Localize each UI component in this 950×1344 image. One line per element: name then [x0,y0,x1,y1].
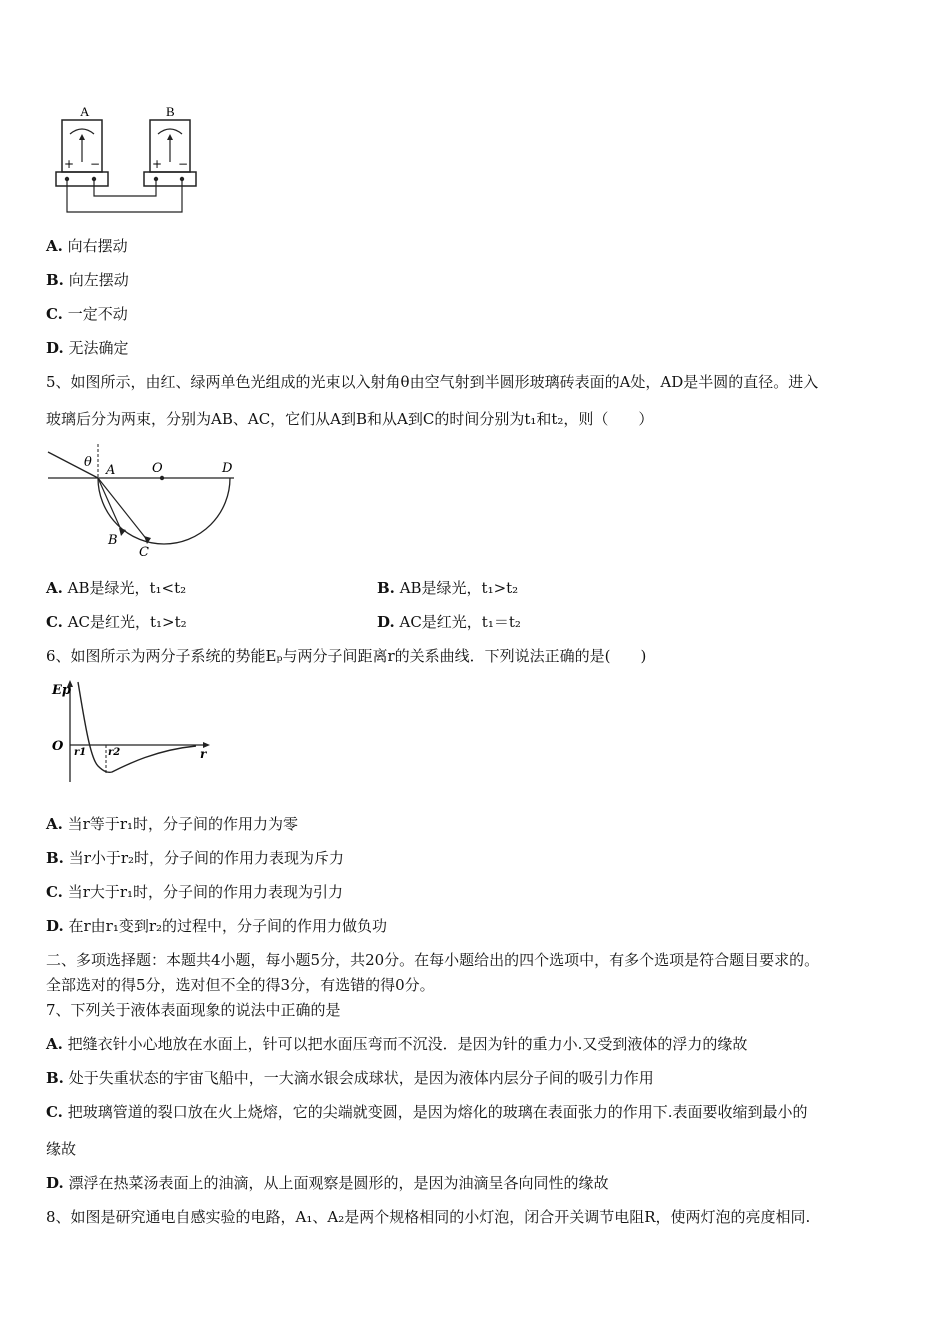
svg-text:O: O [152,461,163,476]
meters-diagram [50,100,210,218]
q4-option-a[interactable]: A. 向右摆动 [46,237,128,255]
semicircle-diagram [44,440,244,562]
section2-header-line1: 二、多项选择题：本题共4小题，每小题5分，共20分。在每小题给出的四个选项中，有多个选项是符合题目要求的。 [46,951,820,969]
svg-text:−: − [90,157,101,171]
svg-text:Ep: Ep [52,683,71,698]
q6-stem: 6、如图所示为两分子系统的势能Eₚ与两分子间距离r的关系曲线．下列说法正确的是( ) [46,647,647,665]
q7-option-b[interactable]: B. 处于失重状态的宇宙飞船中，一大滴水银会成球状，是因为液体内层分子间的吸引力作用 [46,1069,654,1087]
meter-b-label: B [166,104,175,119]
q7-stem: 7、下列关于液体表面现象的说法中正确的是 [46,1001,341,1019]
q7-option-d[interactable]: D. 漂浮在热菜汤表面上的油滴，从上面观察是圆形的，是因为油滴呈各向同性的缘故 [46,1174,609,1192]
q4-option-b[interactable]: B. 向左摆动 [46,271,129,289]
svg-text:+: + [64,157,75,171]
q8-stem: 8、如图是研究通电自感实验的电路，A₁、A₂是两个规格相同的小灯泡，闭合开关调节电阻R，使两灯泡的亮度相同. [46,1208,811,1226]
svg-text:B: B [108,533,118,548]
q5-stem-line1: 5、如图所示，由红、绿两单色光组成的光束以入射角θ由空气射到半圆形玻璃砖表面的A处，AD是半圆的直径。进入 [46,373,819,391]
q7-option-c-continued: 缘故 [46,1140,77,1158]
svg-text:−: − [178,157,189,171]
svg-text:r: r [200,747,207,761]
q6-option-a[interactable]: A. 当r等于r₁时，分子间的作用力为零 [46,815,299,833]
q5-option-c[interactable]: C. AC是红光，t₁>t₂ [46,613,187,631]
q5-stem-line2: 玻璃后分为两束，分别为AB、AC，它们从A到B和从A到C的时间分别为t₁和t₂，则（ ） [46,410,654,428]
svg-text:C: C [139,545,149,560]
svg-text:A: A [106,463,116,478]
q5-option-b[interactable]: B. AB是绿光，t₁>t₂ [377,579,519,597]
q5-option-d[interactable]: D. AC是红光，t₁＝t₂ [377,613,521,631]
q6-option-d[interactable]: D. 在r由r₁变到r₂的过程中，分子间的作用力做负功 [46,917,388,935]
q6-option-b[interactable]: B. 当r小于r₂时，分子间的作用力表现为斥力 [46,849,345,867]
q4-option-d[interactable]: D. 无法确定 [46,339,129,357]
q7-option-c[interactable]: C. 把玻璃管道的裂口放在火上烧熔，它的尖端就变圆，是因为熔化的玻璃在表面张力的作用下.表面要收缩到最小的 [46,1103,808,1121]
svg-text:θ: θ [84,455,92,470]
q4-option-c[interactable]: C. 一定不动 [46,305,128,323]
q6-option-c[interactable]: C. 当r大于r₁时，分子间的作用力表现为引力 [46,883,344,901]
svg-text:D: D [222,461,233,476]
svg-text:O: O [52,739,64,754]
svg-text:r2: r2 [108,747,121,758]
meter-a-label: A [80,104,90,119]
svg-text:+: + [152,157,163,171]
svg-text:r1: r1 [74,747,87,758]
q5-option-a[interactable]: A. AB是绿光，t₁<t₂ [46,579,187,597]
section2-header-line2: 全部选对的得5分，选对但不全的得3分，有选错的得0分。 [46,976,435,994]
q7-option-a[interactable]: A. 把缝衣针小心地放在水面上，针可以把水面压弯而不沉没．是因为针的重力小.又受到液体的浮力的缘故 [46,1035,748,1053]
potential-energy-graph [46,678,216,788]
